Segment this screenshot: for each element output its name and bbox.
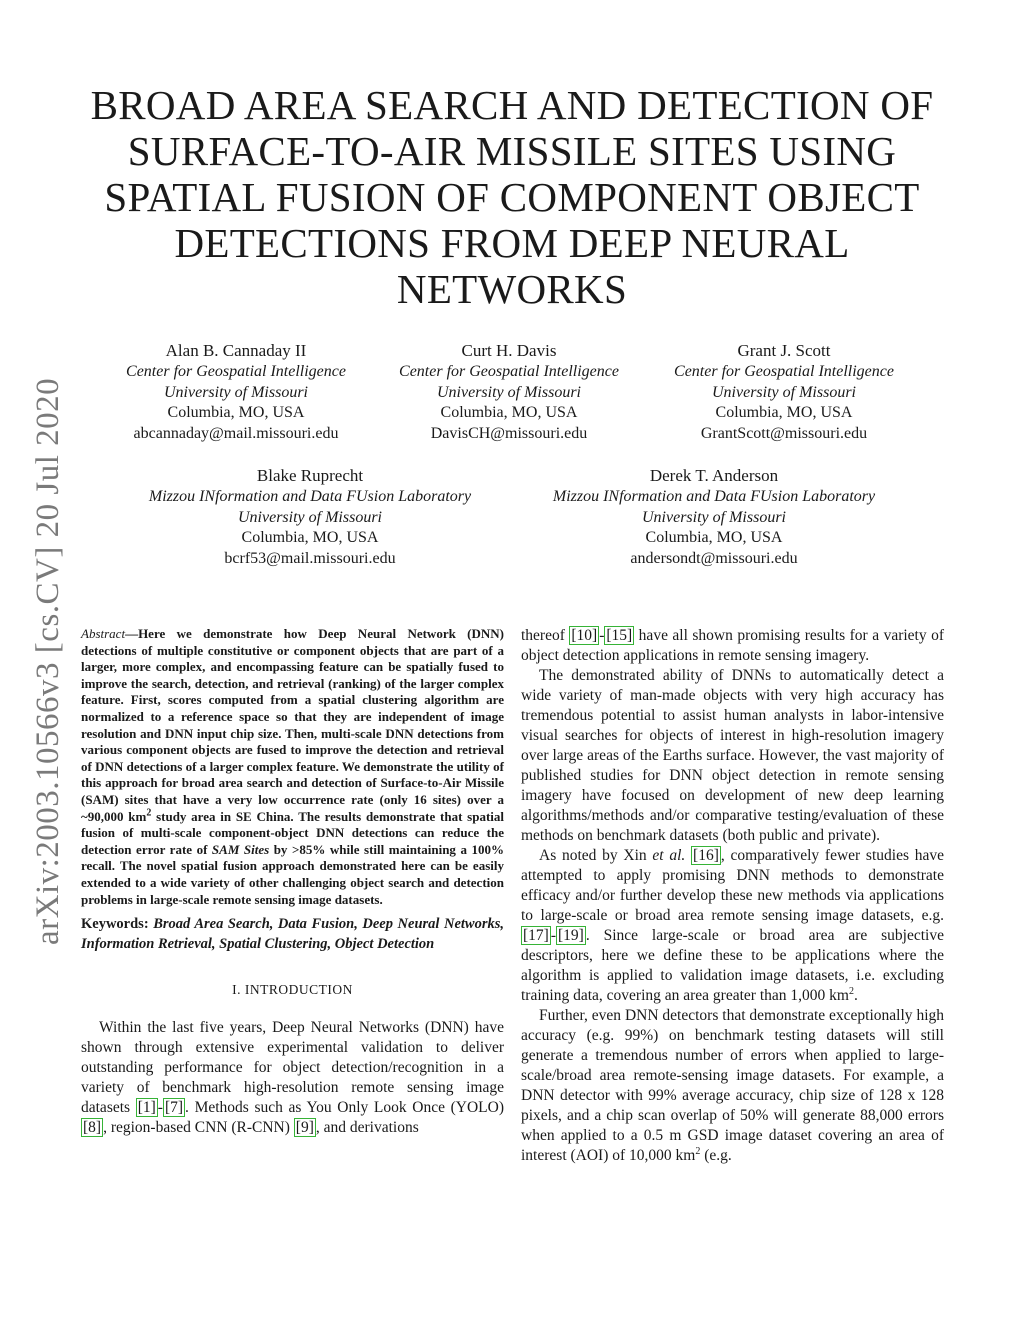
author-name: Derek T. Anderson bbox=[649, 466, 779, 485]
paper-title bbox=[70, 82, 954, 312]
author-location: Columbia, MO, USA bbox=[645, 529, 783, 547]
paragraph: The demonstrated ability of DNNs to automatically detect a wide variety of man-made objects with very high accuracy has tremendous potential to assist human analysts in labor-intensive visual searches for objects of interest in high-resolution imagery over large areas of the Earths surface. However, the vast majority of published studies for DNN object detection in remote sensing imagery have focused on development of new deep learning algorithms/methods and/or comparative testing/evaluation of these methods on benchmark datasets (both public and private). bbox=[521, 667, 944, 844]
text: . Methods such as You Only Look Once (YOLO) bbox=[185, 1099, 504, 1117]
abstract-sup: 2 bbox=[146, 807, 152, 819]
paragraph bbox=[521, 1006, 944, 1166]
citation-link[interactable]: [9] bbox=[295, 1119, 314, 1137]
author-affiliation: Center for Geospatial Intelligence bbox=[674, 362, 894, 380]
author-block bbox=[646, 341, 922, 445]
text: - bbox=[550, 927, 556, 944]
right-column bbox=[521, 626, 944, 1166]
author-affiliation: Center for Geospatial Intelligence bbox=[399, 362, 619, 380]
author-name: Curt H. Davis bbox=[461, 341, 557, 360]
author-name: Alan B. Cannaday II bbox=[165, 341, 307, 360]
abstract-text: study area in SE China. The results demonstrate that spatial fusion of multi-scale component-object DNN detections can reduce the detection error rate of bbox=[81, 808, 504, 857]
text: , and derivations bbox=[315, 1119, 419, 1137]
citation-link[interactable]: [17] bbox=[523, 927, 549, 944]
title-line: NETWORKS bbox=[396, 266, 628, 312]
section-heading bbox=[81, 982, 504, 998]
text: (e.g. bbox=[700, 1147, 732, 1164]
author-affiliation: Mizzou INformation and Data FUsion Laboratory bbox=[148, 487, 472, 505]
text: . bbox=[853, 987, 858, 1004]
superscript: 2 bbox=[695, 1145, 701, 1157]
author-university: University of Missouri bbox=[164, 383, 308, 401]
author-location: Columbia, MO, USA bbox=[167, 404, 305, 422]
title-line: SPATIAL FUSION OF COMPONENT OBJECT bbox=[104, 174, 920, 220]
author-university: University of Missouri bbox=[238, 508, 382, 526]
paragraph bbox=[521, 626, 944, 666]
emphasis: et al. bbox=[652, 847, 686, 864]
text: , comparatively fewer studies have attempted to apply promising DNN methods to demonstrate efficacy and/or further develop these new methods via applications to large-scale or broad area remote sensing image datasets, e.g. bbox=[521, 847, 944, 924]
author-name: Blake Ruprecht bbox=[256, 466, 364, 485]
citation-link[interactable]: [19] bbox=[558, 927, 584, 944]
author-location: Columbia, MO, USA bbox=[440, 404, 578, 422]
text: have all shown promising results for a variety of object detection applications in remote sensing imagery. bbox=[521, 627, 944, 664]
section-title: INTRODUCTION bbox=[244, 982, 353, 998]
author-block bbox=[522, 466, 906, 570]
author-location: Columbia, MO, USA bbox=[241, 529, 379, 547]
author-email: GrantScott@missouri.edu bbox=[700, 425, 868, 443]
citation-link[interactable]: [15] bbox=[606, 627, 633, 644]
citation-link[interactable]: [10] bbox=[571, 627, 598, 644]
paragraph bbox=[521, 846, 944, 1006]
abstract-emphasis: SAM Sites bbox=[211, 841, 270, 857]
paragraph bbox=[81, 1018, 504, 1138]
author-university: University of Missouri bbox=[642, 508, 786, 526]
author-location: Columbia, MO, USA bbox=[715, 404, 853, 422]
author-name: Grant J. Scott bbox=[737, 341, 831, 360]
text: . Since large-scale or broad area are subjective descriptors, here we define these to be applications where the algorithm is applied to validation image datasets, i.e. excluding training data, covering an area greater than 1,000 km bbox=[521, 927, 944, 1004]
text: - bbox=[599, 627, 605, 644]
text: - bbox=[157, 1099, 163, 1117]
section-number: I. bbox=[232, 982, 241, 998]
author-email: bcrf53@mail.missouri.edu bbox=[224, 550, 396, 568]
author-affiliation: Center for Geospatial Intelligence bbox=[126, 362, 346, 380]
author-block bbox=[98, 341, 374, 445]
citation-link[interactable]: [7] bbox=[164, 1099, 184, 1117]
author-affiliation: Mizzou INformation and Data FUsion Laboratory bbox=[552, 487, 876, 505]
author-email: DavisCH@missouri.edu bbox=[430, 425, 588, 443]
text: Within the last five years, Deep Neural Networks (DNN) have shown through extensive experimental validation to deliver outstanding performance for object detection/recognition in a variety of benchmark high-resolution remote sensing image datasets bbox=[81, 1019, 504, 1117]
arxiv-identifier: arXiv:2003.10566v3 [cs.CV] 20 Jul 2020 bbox=[30, 377, 66, 945]
text: Further, even DNN detectors that demonstrate exceptionally high accuracy (e.g. 99%) on benchmark testing datasets will still generate a tremendous number of errors when applied to large-scale/broad area remote-sensing image datasets. For example, a DNN detector with 99% average accuracy, chip size of 128 x 128 pixels, and a chip scan overlap of 50% will generate 88,000 errors when applied to a 0.5 m GSD image dataset covering an area of interest (AOI) of 10,000 km bbox=[521, 1007, 944, 1164]
citation-link[interactable]: [16] bbox=[693, 847, 719, 864]
keywords-text: Broad Area Search, Data Fusion, Deep Neural Networks, Information Retrieval, Spatial Clustering, Object Detection bbox=[81, 916, 504, 953]
superscript: 2 bbox=[848, 985, 854, 997]
citation-link[interactable]: [8] bbox=[83, 1119, 102, 1137]
abstract-label: Abstract bbox=[81, 626, 126, 641]
author-block bbox=[120, 466, 500, 570]
abstract-text: Here we demonstrate how Deep Neural Network (DNN) detections of multiple constitutive or component objects that are part of a larger, more complex, and encompassing feature can be spatially fused to improve the search, detection, and retrieval (ranking) of the larger complex feature. First, scores computed from a spatial clustering algorithm are normalized to a reference space so that they are independent of image resolution and DNN input chip size. Then, multi-scale DNN detections from various component objects are fused to improve the detection and retrieval of DNN detections of a larger complex feature. We demonstrate the utility of this approach for broad area search and detection of Surface-to-Air Missile (SAM) sites that have a very low occurrence rate (only 16 sites) over a ~90,000 km bbox=[81, 626, 504, 824]
title-line: BROAD AREA SEARCH AND DETECTION OF bbox=[90, 82, 934, 128]
abstract-text: by >85% while still maintaining a 100% recall. The novel spatial fusion approach demonstrated here can be easily extended to a wide variety of other challenging object search and detection problems in large-scale remote sensing image datasets. bbox=[81, 841, 504, 907]
author-email: abcannaday@mail.missouri.edu bbox=[133, 425, 339, 443]
title-line: SURFACE-TO-AIR MISSILE SITES USING bbox=[127, 128, 897, 174]
author-university: University of Missouri bbox=[712, 383, 856, 401]
author-block bbox=[371, 341, 647, 445]
keywords bbox=[81, 914, 504, 954]
text: As noted by Xin bbox=[539, 847, 653, 864]
author-university: University of Missouri bbox=[437, 383, 581, 401]
citation-link[interactable]: [1] bbox=[137, 1099, 156, 1117]
abstract: Abstract—Here we demonstrate how Deep Neural Network (DNN) detections of multiple constitutive or component objects that are part of a larger, more complex, and encompassing feature can be spatially fused to improve the search, detection, and retrieval (ranking) of the larger complex feature. First, scores computed from a spatial clustering algorithm are normalized to a reference space so that they are independent of image resolution and DNN input chip size. Then, multi-scale DNN detections from various component objects are fused to improve the detection and retrieval of DNN detections of a larger complex feature. We demonstrate the utility of this approach for broad area search and detection of Surface-to-Air Missile (SAM) sites that have a very low occurrence rate (only 16 sites) over a ~90,000 $km^2$ study area in SE China. The results demonstrate that spatial fusion of multi-scale component-object DNN detections can reduce the detection error rate of SAM Sites by >85% while still maintaining a 100% recall. The novel spatial fusion approach demonstrated here can be easily extended to a wide variety of other challenging object search and detection problems in large-scale remote sensing image datasets. bbox=[81, 626, 504, 907]
title-line: DETECTIONS FROM DEEP NEURAL bbox=[174, 220, 850, 266]
text: , region-based CNN (R-CNN) bbox=[103, 1119, 294, 1137]
author-email: andersondt@missouri.edu bbox=[630, 550, 798, 568]
keywords-label: Keywords: bbox=[81, 916, 149, 933]
text: thereof bbox=[521, 627, 570, 644]
left-column bbox=[81, 626, 504, 1138]
